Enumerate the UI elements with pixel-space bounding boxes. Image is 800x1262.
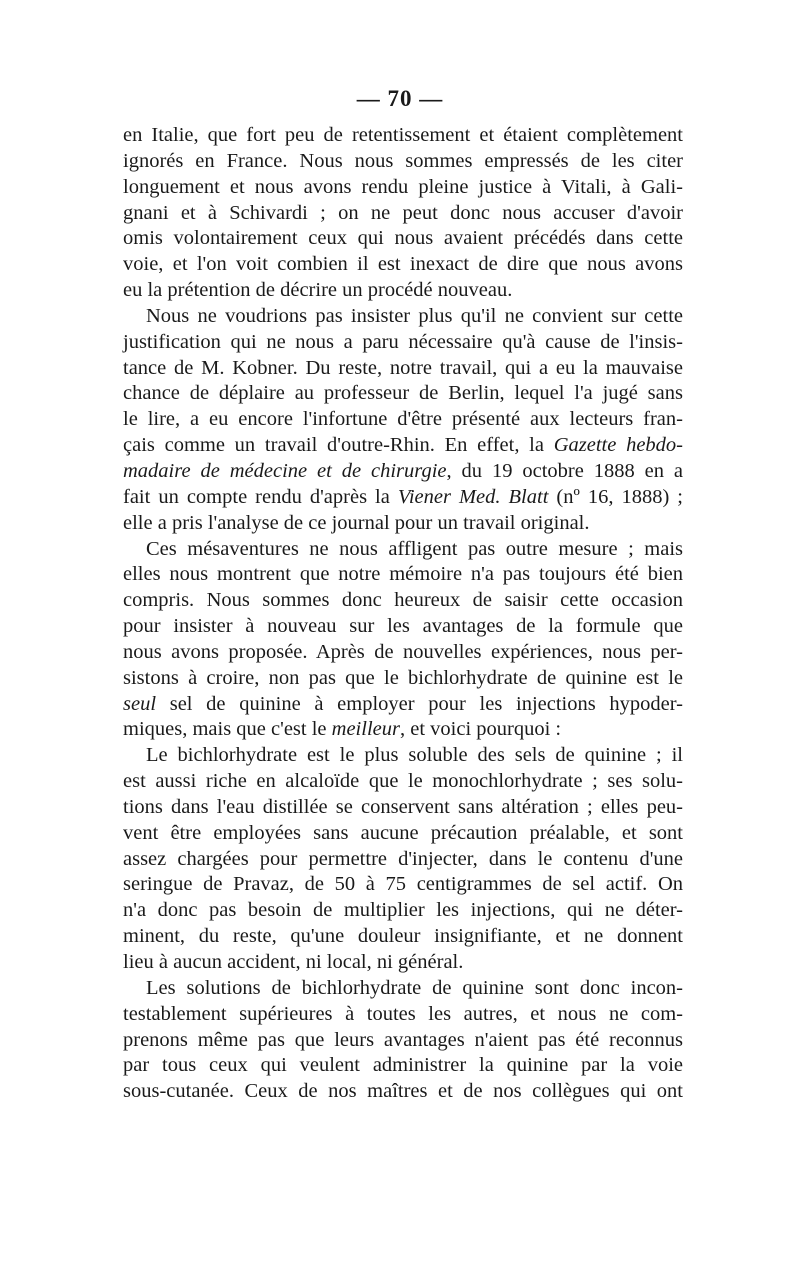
journal-title-italic: madaire de médecine et de chirurgie bbox=[123, 459, 447, 482]
emphasis-italic: seul bbox=[123, 692, 157, 715]
text-line: seringue de Pravaz, de 50 à 75 centigrammes de sel actif. On bbox=[123, 873, 683, 896]
text-line: Les solutions de bichlorhydrate de quinine sont donc incon- bbox=[146, 976, 683, 999]
text-line: sistons à croire, non pas que le bichlorhydrate de quinine est le bbox=[123, 666, 683, 689]
paragraph-4 bbox=[123, 743, 683, 976]
text-segment: fait un compte rendu d'après la bbox=[123, 485, 398, 508]
paragraph-1 bbox=[123, 123, 683, 304]
text-line: vent être employées sans aucune précaution préalable, et sont bbox=[123, 821, 683, 844]
text-segment: , et voici pourquoi : bbox=[399, 718, 562, 741]
text-line: tance de M. Kobner. Du reste, notre travail, qui a eu la mauvaise bbox=[123, 356, 683, 379]
text-line: elles nous montrent que notre mémoire n'a pas toujours été bien bbox=[123, 563, 683, 586]
text-line: Le bichlorhydrate est le plus soluble des sels de quinine ; il bbox=[146, 744, 683, 767]
text-line: par tous ceux qui veulent administrer la quinine par la voie bbox=[123, 1054, 683, 1077]
text-line: Nous ne voudrions pas insister plus qu'il ne convient sur cette bbox=[146, 304, 683, 327]
text-line: assez chargées pour permettre d'injecter, dans le contenu d'une bbox=[123, 847, 683, 870]
paragraph-3 bbox=[123, 537, 683, 744]
text-segment: (nº 16, 1888) ; bbox=[548, 485, 684, 508]
text-line: tions dans l'eau distillée se conservent sans altération ; elles peu- bbox=[123, 795, 683, 818]
text-line: justification qui ne nous a paru nécessaire qu'à cause de l'insis- bbox=[123, 330, 683, 353]
text-line: minent, du reste, qu'une douleur insignifiante, et ne donnent bbox=[123, 925, 683, 948]
text-line: omis volontairement ceux qui nous avaient précédés dans cette bbox=[123, 227, 683, 250]
paragraph-2 bbox=[123, 304, 683, 537]
text-line: elle a pris l'analyse de ce journal pour un travail original. bbox=[123, 511, 590, 534]
text-line: en Italie, que fort peu de retentissement et étaient complètement bbox=[123, 124, 683, 146]
text-line: sous-cutanée. Ceux de nos maîtres et de nos collègues qui ont bbox=[123, 1080, 683, 1103]
body-text bbox=[123, 123, 683, 1105]
text-line: nous avons proposée. Après de nouvelles expériences, nous per- bbox=[123, 640, 683, 663]
text-line: Ces mésaventures ne nous affligent pas outre mesure ; mais bbox=[146, 537, 683, 560]
text-line bbox=[123, 692, 683, 718]
text-line: n'a donc pas besoin de multiplier les injections, qui ne déter- bbox=[123, 899, 683, 922]
text-line: ignorés en France. Nous nous sommes empressés de les citer bbox=[123, 149, 683, 172]
text-line bbox=[123, 485, 683, 511]
journal-title-italic: Viener Med. Blatt bbox=[397, 485, 549, 508]
text-line: longuement et nous avons rendu pleine justice à Vitali, à Gali- bbox=[123, 175, 683, 198]
text-line: prenons même pas que leurs avantages n'aient pas été reconnus bbox=[123, 1028, 683, 1051]
text-segment: , du 19 octobre 1888 en a bbox=[446, 459, 683, 482]
text-segment: miques, mais que c'est le bbox=[123, 718, 332, 741]
text-line: gnani et à Schivardi ; on ne peut donc nous accuser d'avoir bbox=[123, 201, 683, 224]
text-segment: sel de quinine à employer pour les injections hypoder- bbox=[169, 692, 683, 715]
text-line bbox=[123, 459, 683, 485]
text-line: eu la prétention de décrire un procédé nouveau. bbox=[123, 279, 513, 302]
text-line: testablement supérieures à toutes les autres, et nous ne com- bbox=[123, 1002, 683, 1025]
text-line: lieu à aucun accident, ni local, ni général. bbox=[123, 951, 464, 973]
text-line bbox=[123, 433, 683, 459]
paragraph-5 bbox=[123, 976, 683, 1105]
text-line: pour insister à nouveau sur les avantages de la formule que bbox=[123, 615, 683, 638]
page-number: — 70 — bbox=[356, 86, 444, 111]
text-line: est aussi riche en alcaloïde que le monochlorhydrate ; ses solu- bbox=[123, 770, 683, 793]
text-line: voie, et l'on voit combien il est inexact de dire que nous avons bbox=[123, 253, 683, 276]
text-line: le lire, a eu encore l'infortune d'être présenté aux lecteurs fran- bbox=[123, 408, 683, 431]
journal-title-italic: Gazette hebdo- bbox=[553, 434, 684, 457]
text-line: compris. Nous sommes donc heureux de saisir cette occasion bbox=[123, 589, 683, 612]
emphasis-italic: meilleur bbox=[331, 718, 400, 741]
text-line: chance de déplaire au professeur de Berlin, lequel l'a jugé sans bbox=[123, 382, 683, 405]
text-line bbox=[123, 717, 683, 743]
text-segment: çais comme un travail d'outre-Rhin. En effet, la bbox=[123, 434, 554, 457]
